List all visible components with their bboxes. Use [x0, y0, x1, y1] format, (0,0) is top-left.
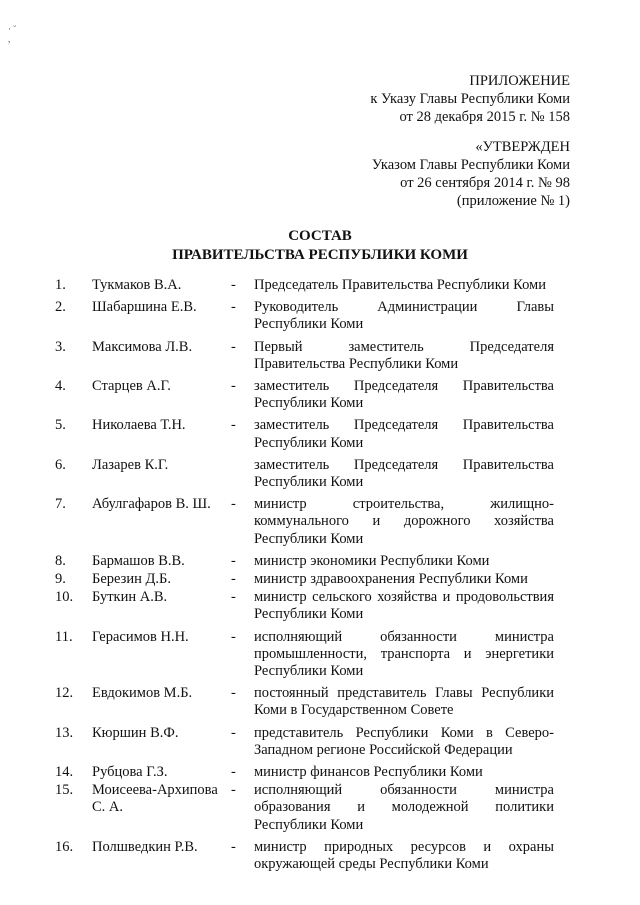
member-dash: -: [231, 338, 236, 355]
member-row: [0, 782, 640, 834]
member-dash: -: [231, 782, 236, 799]
member-name: Бармашов В.В.: [92, 552, 185, 569]
member-position: заместитель Председателя Правительства Республики Коми: [254, 456, 554, 491]
member-name: Буткин А.В.: [92, 589, 168, 606]
member-number: 9.: [55, 571, 66, 588]
member-dash: -: [231, 589, 236, 606]
member-row: [0, 339, 640, 373]
member-dash: -: [231, 764, 236, 781]
member-number: 16.: [55, 838, 74, 855]
member-dash: -: [231, 299, 236, 316]
scan-specks: · ˘ ,: [8, 24, 17, 44]
member-number: 5.: [55, 417, 66, 434]
member-number: 3.: [55, 338, 66, 355]
member-dash: -: [231, 417, 236, 434]
member-name: Евдокимов М.Б.: [92, 685, 193, 702]
member-position: министр природных ресурсов и охраны окружающей среды Республики Коми: [254, 838, 554, 873]
member-dash: -: [231, 571, 236, 588]
member-dash: -: [231, 724, 236, 741]
member-position: исполняющий обязанности министра образования и молодежной политики Республики Коми: [254, 782, 554, 833]
member-row: [0, 629, 640, 681]
member-row: [0, 571, 640, 588]
member-position: заместитель Председателя Правительства Республики Коми: [254, 417, 554, 451]
member-position: заместитель Председателя Правительства Республики Коми: [254, 378, 554, 412]
member-number: 13.: [55, 724, 74, 741]
member-number: 6.: [55, 456, 66, 473]
member-number: 12.: [55, 685, 74, 702]
member-position: министр финансов Республики Коми: [254, 764, 483, 781]
member-position: министр сельского хозяйства и продовольствия Республики Коми: [254, 589, 554, 623]
member-number: 10.: [55, 589, 74, 606]
approval-header: [372, 138, 570, 210]
member-row: [0, 299, 640, 333]
member-row: [0, 496, 640, 548]
annex-date-line: от 28 декабря 2015 г. № 158: [399, 109, 570, 125]
member-name: Кюршин В.Ф.: [92, 724, 179, 741]
member-position: министр строительства, жилищно-коммунального и дорожного хозяйства Республики Коми: [254, 496, 554, 547]
member-name: Герасимов Н.Н.: [92, 628, 189, 645]
approval-decree-line: Указом Главы Республики Коми: [371, 157, 570, 173]
title-line-1: СОСТАВ: [288, 228, 352, 244]
member-row: [0, 277, 640, 294]
member-dash: -: [231, 496, 236, 513]
member-number: 1.: [55, 277, 66, 293]
member-number: 11.: [55, 628, 73, 645]
member-position: исполняющий обязанности министра промышленности, транспорта и энергетики Республики Коми: [254, 628, 554, 680]
approval-date-line: от 26 сентября 2014 г. № 98: [400, 175, 570, 191]
member-number: 14.: [55, 764, 74, 781]
member-position: Председатель Правительства Республики Коми: [254, 277, 546, 293]
member-name: Абулгафаров В. Ш.: [92, 496, 211, 513]
title-line-2: ПРАВИТЕЛЬСТВА РЕСПУБЛИКИ КОМИ: [172, 247, 468, 263]
member-position: министр экономики Республики Коми: [254, 552, 490, 569]
member-position: постоянный представитель Главы Республики Коми в Государственном Совете: [254, 685, 554, 719]
member-name: Моисеева-Архипова С. А.: [92, 782, 218, 816]
member-name: Полшведкин Р.В.: [92, 838, 198, 855]
member-name: Рубцова Г.З.: [92, 764, 168, 781]
member-row: [0, 764, 640, 781]
member-row: [0, 589, 640, 623]
annex-title: ПРИЛОЖЕНИЕ: [469, 73, 570, 89]
member-row: [0, 378, 640, 412]
member-number: 2.: [55, 299, 66, 316]
member-position: Руководитель Администрации Главы Республики Коми: [254, 299, 554, 333]
member-name: Лазарев К.Г.: [92, 456, 169, 473]
member-number: 15.: [55, 782, 74, 799]
approval-title: «УТВЕРЖДЕН: [475, 139, 570, 155]
document-title: [0, 227, 640, 265]
member-dash: -: [231, 628, 236, 645]
member-row: [0, 839, 640, 873]
member-name: Старцев А.Г.: [92, 378, 171, 395]
member-dash: -: [231, 838, 236, 855]
member-row: [0, 553, 640, 570]
member-name: Шабаршина Е.В.: [92, 299, 197, 316]
member-number: 4.: [55, 378, 66, 395]
member-name: Максимова Л.В.: [92, 338, 193, 355]
members-list: [0, 277, 640, 873]
member-position: представитель Республики Коми в Северо-Западном регионе Российской Федерации: [254, 724, 554, 758]
member-row: [0, 417, 640, 451]
member-dash: -: [231, 378, 236, 395]
member-dash: -: [231, 277, 236, 293]
member-dash: -: [231, 552, 236, 569]
member-row: [0, 725, 640, 759]
member-number: 8.: [55, 552, 66, 569]
member-position: министр здравоохранения Республики Коми: [254, 571, 528, 588]
approval-annex-line: (приложение № 1): [456, 193, 570, 209]
member-name: Тукмаков В.А.: [92, 277, 182, 293]
annex-header: [370, 72, 570, 126]
member-row: [0, 457, 640, 491]
member-number: 7.: [55, 496, 66, 513]
member-row: [0, 685, 640, 719]
member-position: Первый заместитель Председателя Правительства Республики Коми: [254, 338, 554, 372]
annex-decree-line: к Указу Главы Республики Коми: [370, 91, 570, 107]
member-name: Березин Д.Б.: [92, 571, 171, 588]
member-name: Николаева Т.Н.: [92, 417, 186, 434]
member-dash: -: [231, 685, 236, 702]
